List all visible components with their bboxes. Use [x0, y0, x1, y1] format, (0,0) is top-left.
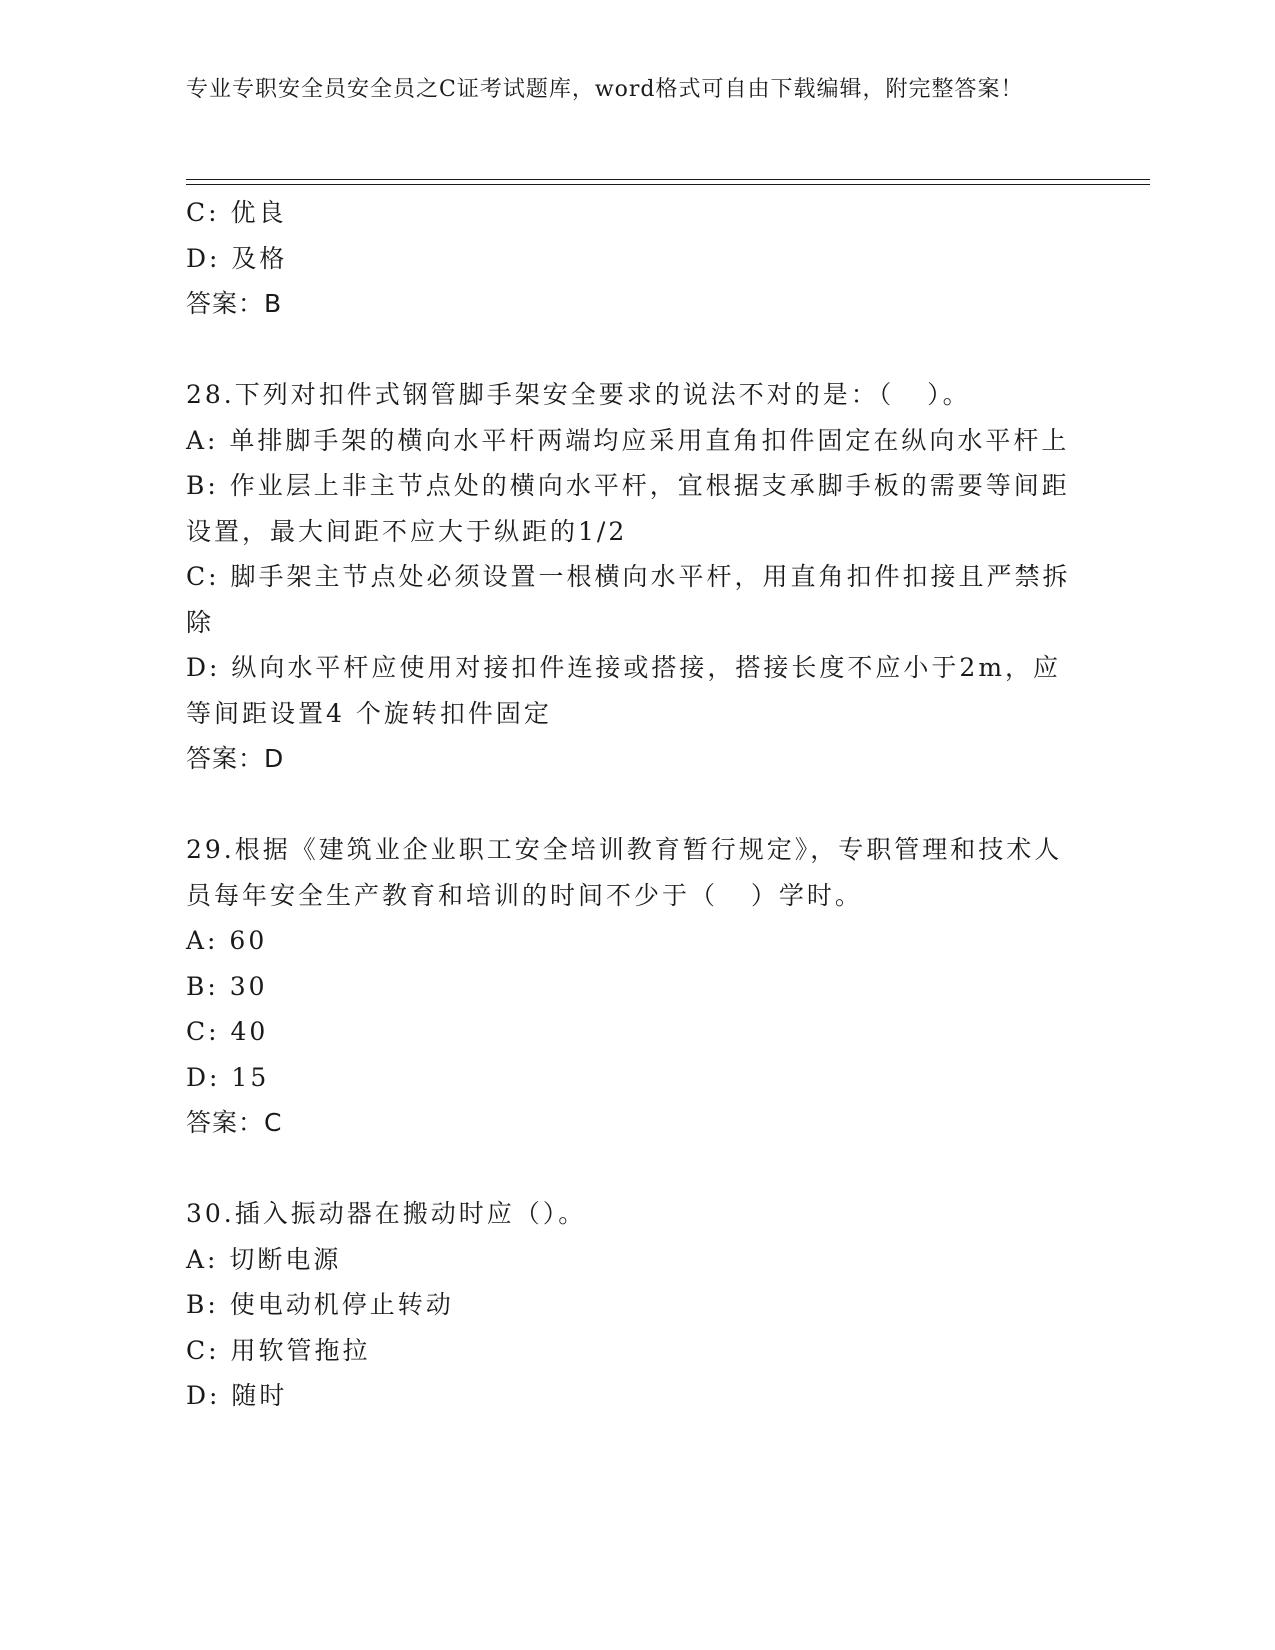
option-c: C: 优良	[186, 198, 287, 227]
spacer	[186, 327, 1086, 373]
spacer	[186, 782, 1086, 828]
option-c: C: 用软管拖拉	[186, 1335, 371, 1365]
option-d: D: 随时	[186, 1381, 288, 1410]
option-a: A: 60	[186, 926, 268, 955]
document-header: 专业专职安全员安全员之C证考试题库，word格式可自由下载编辑，附完整答案！	[186, 77, 1024, 102]
document-body	[186, 190, 1086, 1419]
option-c: C: 40	[186, 1017, 269, 1046]
header-rule-top	[186, 179, 1150, 180]
option-d: D: 纵向水平杆应使用对接扣件连接或搭接，搭接长度不应小于2m，应等间距设置4 个旋转扣件固定	[186, 653, 1062, 728]
option-a: A: 单排脚手架的横向水平杆两端均应采用直角扣件固定在纵向水平杆上	[186, 425, 1070, 455]
option-b: B: 作业层上非主节点处的横向水平杆，宜根据支承脚手板的需要等间距设置，最大间距不应大于纵距的1/2	[186, 471, 1070, 546]
option-c: C: 脚手架主节点处必须设置一根横向水平杆，用直角扣件扣接且严禁拆除	[186, 562, 1071, 637]
answer-line: 答案：B	[186, 289, 283, 318]
option-a: A: 切断电源	[186, 1244, 342, 1274]
question-28	[186, 372, 1086, 782]
question-30	[186, 1191, 1086, 1419]
option-d: D: 15	[186, 1062, 270, 1092]
question-stem: 29.根据《建筑业企业职工安全培训教育暂行规定》，专职管理和技术人员每年安全生产教育和培训的时间不少于（ ）学时。	[186, 835, 1063, 910]
option-b: B: 使电动机停止转动	[186, 1290, 454, 1319]
option-b: B: 30	[186, 971, 268, 1001]
answer-line: 答案：C	[186, 1108, 283, 1137]
answer-line: 答案：D	[186, 744, 285, 773]
question-stem: 30.插入振动器在搬动时应（）。	[186, 1199, 587, 1228]
option-d: D: 及格	[186, 243, 288, 273]
question-29	[186, 827, 1086, 1146]
question-stem: 28.下列对扣件式钢管脚手架安全要求的说法不对的是：（ ）。	[186, 380, 971, 409]
prev-question-block	[186, 190, 1086, 327]
spacer	[186, 1146, 1086, 1192]
header-rule-bottom	[186, 184, 1150, 185]
